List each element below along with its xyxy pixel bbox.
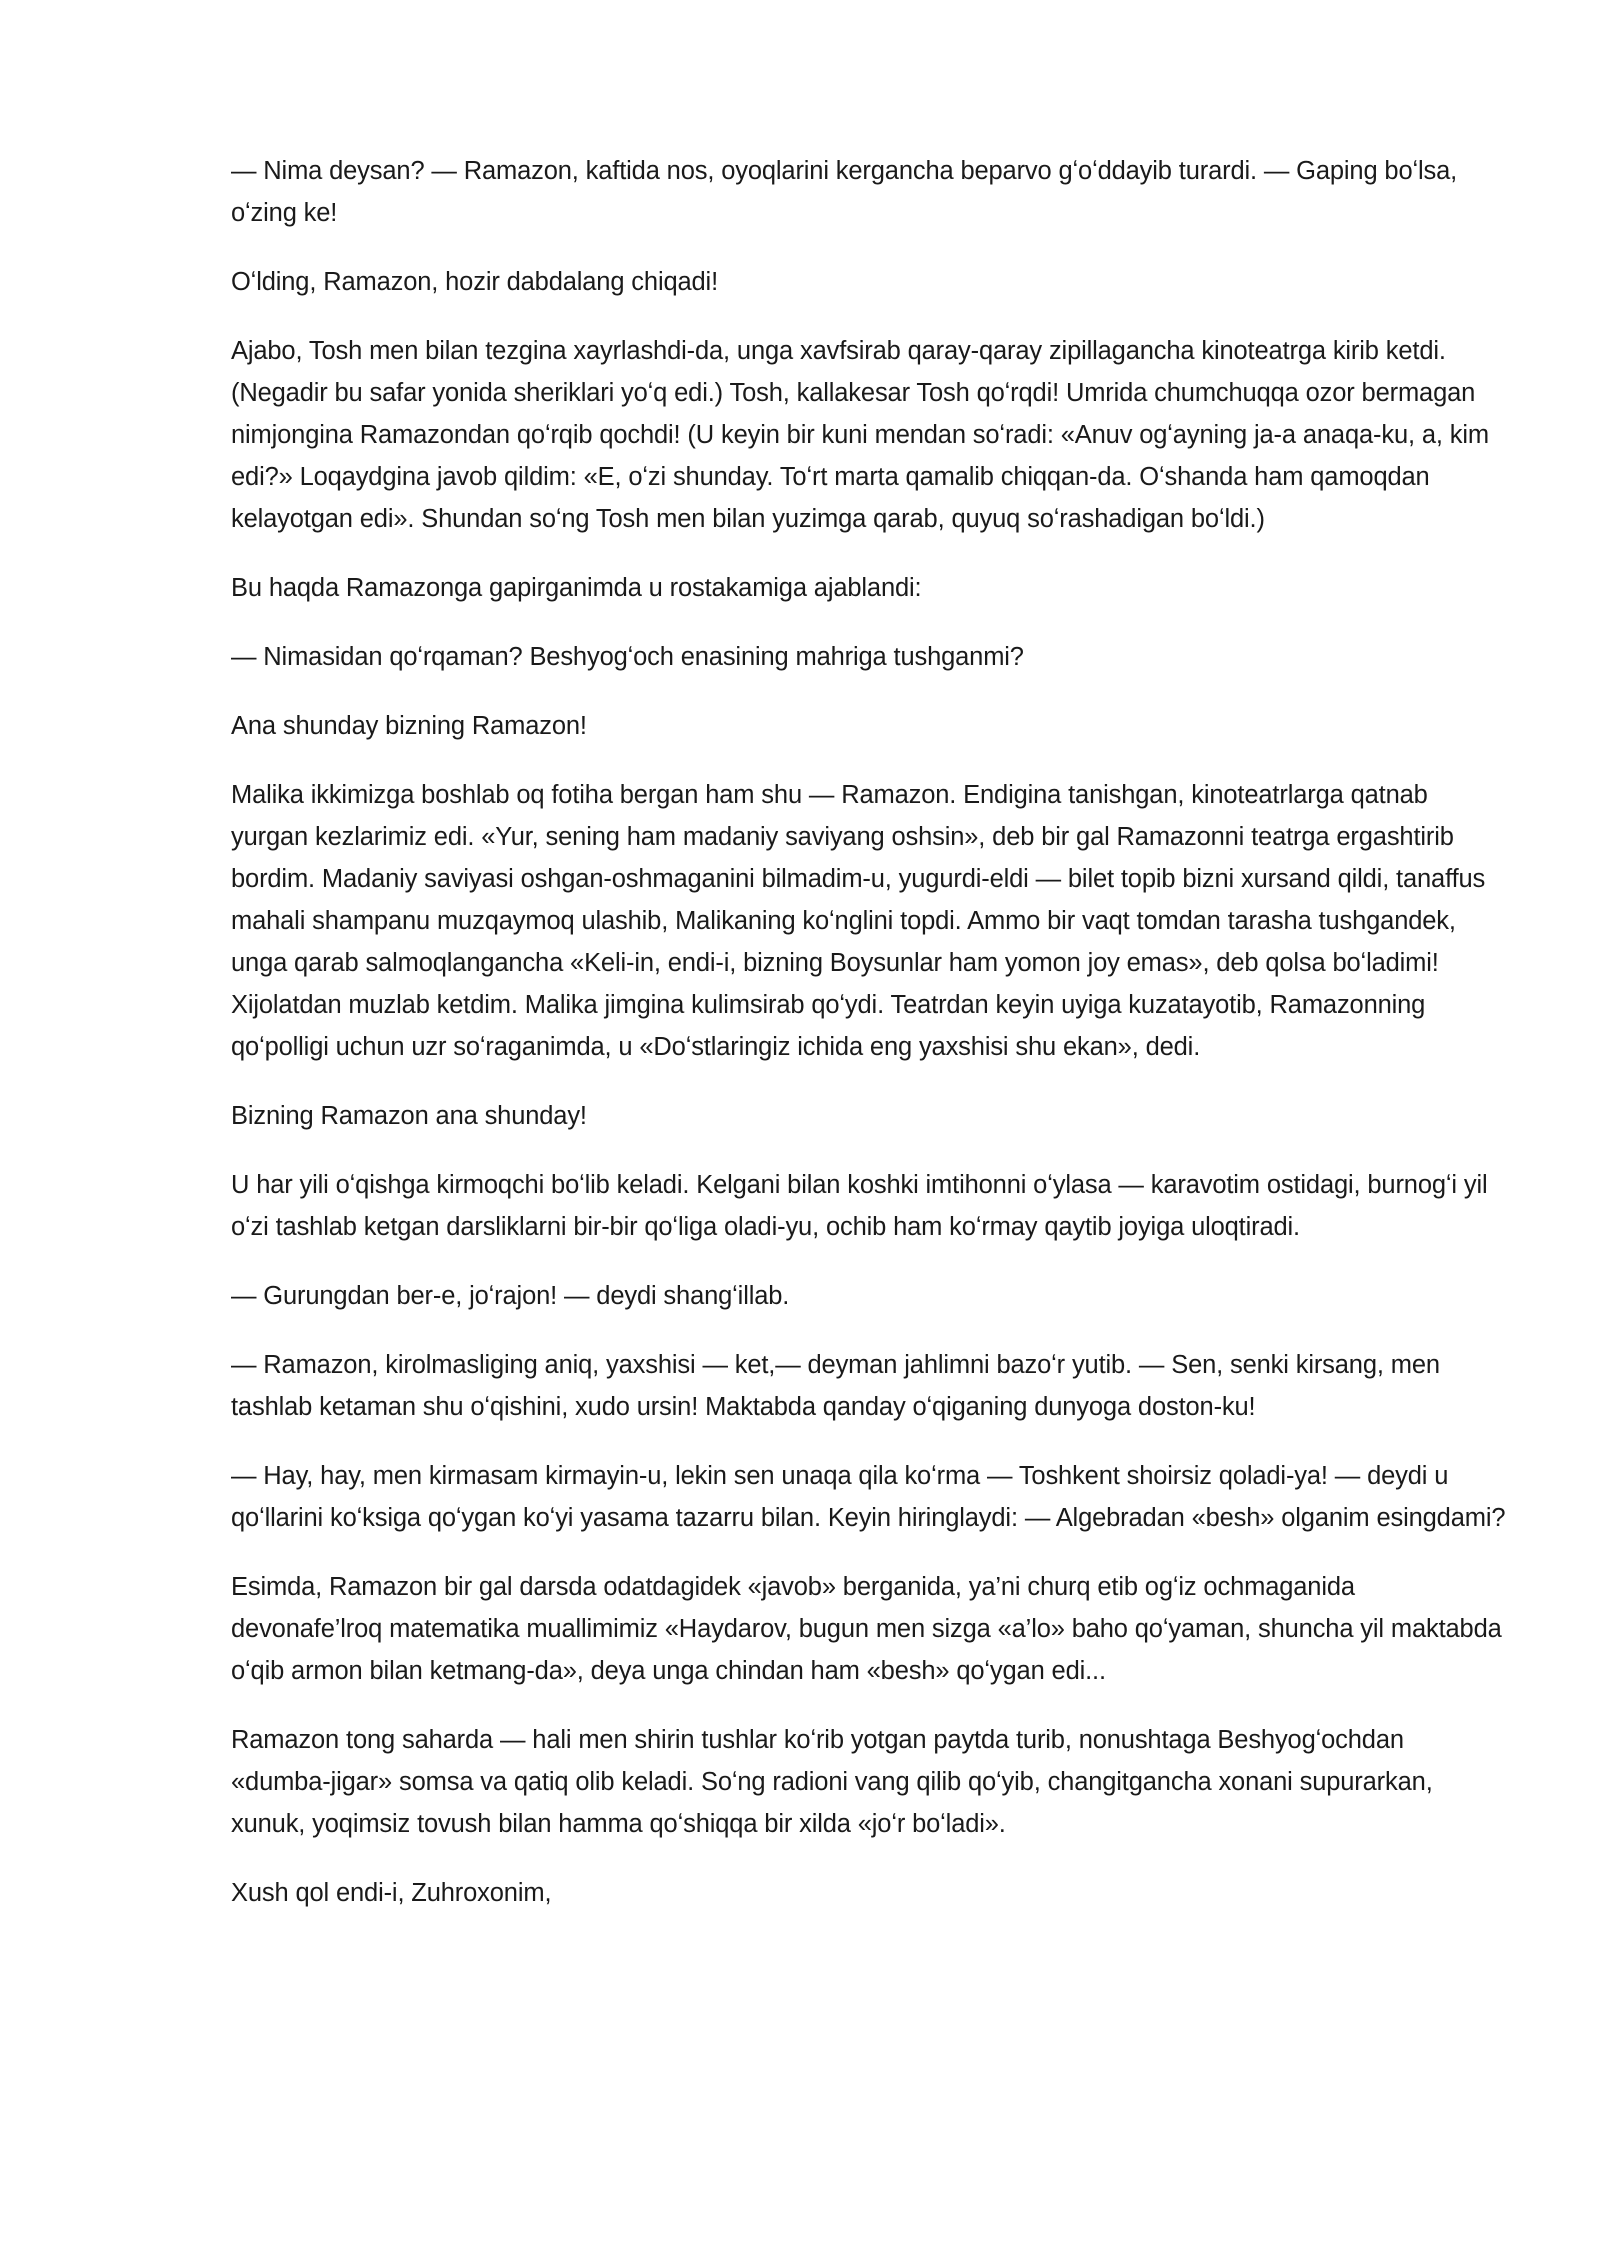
paragraph-12: — Hay, hay, men kirmasam kirmayin-u, lekin sen unaqa qila koʻrma — Toshkent shoirsiz qoladi-ya! — deydi u qoʻllarini koʻksiga qoʻygan koʻyi yasama tazarru bilan. Keyin hiringlaydi: — Algebradan «besh» olganim esingdami? <box>231 1462 1506 1532</box>
paragraph-9: U har yili oʻqishga kirmoqchi boʻlib keladi. Kelgani bilan koshki imtihonni oʻylasa — karavotim ostidagi, burnogʻi yil oʻzi tashlab ketgan darsliklarni bir-bir qoʻliga oladi-yu, ochib ham koʻrmay qaytib joyiga uloqtiradi. <box>231 1171 1488 1241</box>
paragraph-11: — Ramazon, kirolmasliging aniq, yaxshisi — ket,— deyman jahlimni bazoʻr yutib. — Sen, senki kirsang, men tashlab ketaman shu oʻqishini, xudo ursin! Maktabda qanday oʻqiganing dunyoga doston-ku! <box>231 1351 1440 1421</box>
paragraph-14: Ramazon tong saharda — hali men shirin tushlar koʻrib yotgan paytda turib, nonushtaga Beshyogʻochdan «dumba-jigar» somsa va qatiq olib keladi. Soʻng radioni vang qilib qoʻyib, changitgancha xonani supurarkan, xunuk, yoqimsiz tovush bilan hamma qoʻshiqqa bir xilda «joʻr boʻladi». <box>231 1726 1433 1838</box>
paragraph-5: — Nimasidan qoʻrqaman? Beshyogʻoch enasining mahriga tushganmi? <box>231 643 1024 671</box>
paragraph-1: — Nima deysan? — Ramazon, kaftida nos, oyoqlarini kergancha beparvo gʻoʻddayib turardi. — Gaping boʻlsa, oʻzing ke! <box>231 157 1458 227</box>
paragraph-15: Xush qol endi-i, Zuhroxonim, <box>231 1879 552 1907</box>
paragraph-4: Bu haqda Ramazonga gapirganimda u rostakamiga ajablandi: <box>231 574 922 602</box>
paragraph-10: — Gurungdan ber-e, joʻrajon! — deydi shangʻillab. <box>231 1282 790 1310</box>
paragraph-7: Malika ikkimizga boshlab oq fotiha bergan ham shu — Ramazon. Endigina tanishgan, kinoteatrlarga qatnab yurgan kezlarimiz edi. «Yur, sening ham madaniy saviyang oshsin», deb bir gal Ramazonni teatrga ergashtirib bordim. Madaniy saviyasi oshgan-oshmaganini bilmadim-u, yugurdi-eldi — bilet topib bizni xursand qildi, tanaffus mahali shampanu muzqaymoq ulashib, Malikaning koʻnglini topdi. Ammo bir vaqt tomdan tarasha tushgandek, unga qarab salmoqlanganch​a «Keli-in, endi-i, bizning Boysunlar ham yomon joy emas», deb qolsa boʻladimi! Xijolatdan muzlab ketdim. Malika jimgina kulimsirab qoʻydi. Teatrdan keyin uyiga kuzatayotib, Ramazonning qoʻpolligi uchun uzr soʻraganimda, u «Doʻstlaringiz ichida eng yaxshisi shu ekan», dedi. <box>231 781 1486 1061</box>
paragraph-8: Bizning Ramazon ana shunday! <box>231 1102 587 1130</box>
paragraph-3: Ajabo, Tosh men bilan tezgina xayrlashdi-da, unga xavfsirab qaray-qaray zipillagancha kinoteatrga kirib ketdi. (Negadir bu safar yonida sheriklari yoʻq edi.) Tosh, kallakesar Tosh qoʻrqdi! Umrida chumchuqqa ozor bermagan nimjongina Ramazondan qoʻrqib qochdi! (U keyin bir kuni mendan soʻradi: «Anuv ogʻayning ja-a anaqa-ku, a, kim edi?» Loqaydgina javob qildim: «E, oʻzi shunday. Toʻrt marta qamalib chiqqan-da. Oʻshanda ham qamoqdan kelayotgan edi». Shundan soʻng Tosh men bilan yuzimga qarab, quyuq soʻrashadigan boʻldi.) <box>231 337 1489 533</box>
document-body <box>231 150 1509 1941</box>
paragraph-13: Esimda, Ramazon bir gal darsda odatdagidek «javob» berganida, ya’ni churq etib ogʻiz ochmaganida devonafe’lroq matematika muallimimiz «Haydarov, bugun men sizga «a’lo» baho qoʻyaman, shuncha yil maktabda oʻqib armon bilan ketmang-da», deya unga chindan ham «besh» qoʻygan edi... <box>231 1573 1502 1685</box>
paragraph-2: Oʻlding, Ramazon, hozir dabdalang chiqadi! <box>231 268 719 296</box>
paragraph-6: Ana shunday bizning Ramazon! <box>231 712 587 740</box>
